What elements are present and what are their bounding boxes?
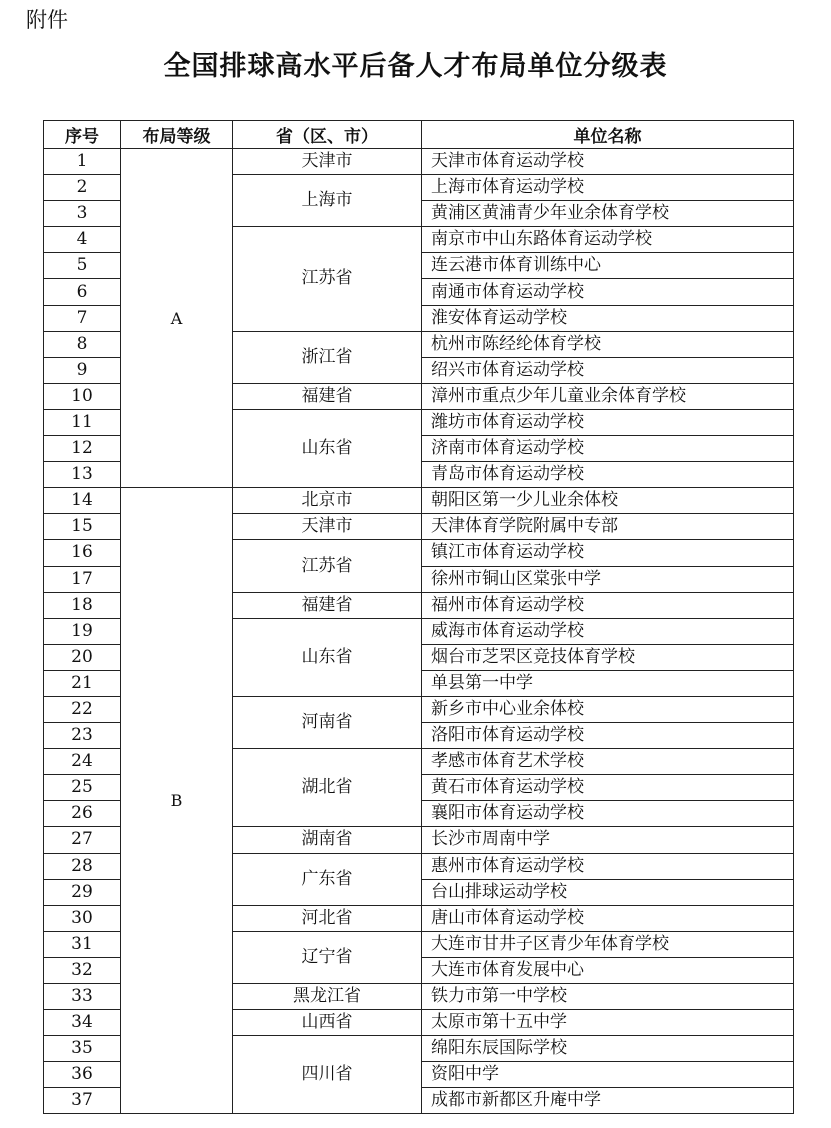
row-number: 10 xyxy=(44,383,121,409)
row-number: 3 xyxy=(44,201,121,227)
unit-name: 上海市体育运动学校 xyxy=(422,175,794,201)
row-number: 25 xyxy=(44,775,121,801)
province-cell: 山东省 xyxy=(233,409,422,487)
header-province: 省（区、市） xyxy=(233,121,422,149)
province-cell: 山东省 xyxy=(233,618,422,696)
row-number: 34 xyxy=(44,1010,121,1036)
unit-name: 绍兴市体育运动学校 xyxy=(422,357,794,383)
row-number: 26 xyxy=(44,801,121,827)
unit-name: 孝感市体育艺术学校 xyxy=(422,749,794,775)
unit-name: 天津市体育运动学校 xyxy=(422,149,794,175)
row-number: 32 xyxy=(44,957,121,983)
unit-name: 资阳中学 xyxy=(422,1062,794,1088)
province-cell: 黑龙江省 xyxy=(233,984,422,1010)
unit-name: 朝阳区第一少儿业余体校 xyxy=(422,488,794,514)
row-number: 30 xyxy=(44,905,121,931)
row-number: 22 xyxy=(44,696,121,722)
row-number: 5 xyxy=(44,253,121,279)
province-cell: 湖北省 xyxy=(233,749,422,827)
unit-name: 镇江市体育运动学校 xyxy=(422,540,794,566)
province-cell: 天津市 xyxy=(233,149,422,175)
unit-name: 台山排球运动学校 xyxy=(422,879,794,905)
unit-name: 襄阳市体育运动学校 xyxy=(422,801,794,827)
unit-name: 成都市新都区升庵中学 xyxy=(422,1088,794,1114)
unit-name: 惠州市体育运动学校 xyxy=(422,853,794,879)
province-cell: 福建省 xyxy=(233,383,422,409)
unit-name: 漳州市重点少年儿童业余体育学校 xyxy=(422,383,794,409)
row-number: 11 xyxy=(44,409,121,435)
unit-name: 黄浦区黄浦青少年业余体育学校 xyxy=(422,201,794,227)
row-number: 8 xyxy=(44,331,121,357)
row-number: 19 xyxy=(44,618,121,644)
unit-name: 单县第一中学 xyxy=(422,670,794,696)
row-number: 31 xyxy=(44,931,121,957)
unit-name: 青岛市体育运动学校 xyxy=(422,462,794,488)
unit-name: 淮安体育运动学校 xyxy=(422,305,794,331)
unit-name: 大连市体育发展中心 xyxy=(422,957,794,983)
row-number: 23 xyxy=(44,723,121,749)
row-number: 16 xyxy=(44,540,121,566)
province-cell: 北京市 xyxy=(233,488,422,514)
unit-name: 烟台市芝罘区竞技体育学校 xyxy=(422,644,794,670)
row-number: 28 xyxy=(44,853,121,879)
province-cell: 四川省 xyxy=(233,1036,422,1114)
row-number: 36 xyxy=(44,1062,121,1088)
province-cell: 河北省 xyxy=(233,905,422,931)
unit-name: 黄石市体育运动学校 xyxy=(422,775,794,801)
attachment-label: 附件 xyxy=(26,8,68,32)
province-cell: 广东省 xyxy=(233,853,422,905)
row-number: 29 xyxy=(44,879,121,905)
row-number: 4 xyxy=(44,227,121,253)
unit-name: 南京市中山东路体育运动学校 xyxy=(422,227,794,253)
row-number: 18 xyxy=(44,592,121,618)
row-number: 7 xyxy=(44,305,121,331)
row-number: 20 xyxy=(44,644,121,670)
row-number: 33 xyxy=(44,984,121,1010)
province-cell: 浙江省 xyxy=(233,331,422,383)
grade-a-cell: A xyxy=(121,149,233,488)
unit-name: 潍坊市体育运动学校 xyxy=(422,409,794,435)
unit-name: 绵阳东辰国际学校 xyxy=(422,1036,794,1062)
row-number: 24 xyxy=(44,749,121,775)
unit-name: 福州市体育运动学校 xyxy=(422,592,794,618)
row-number: 13 xyxy=(44,462,121,488)
unit-name: 铁力市第一中学校 xyxy=(422,984,794,1010)
province-cell: 江苏省 xyxy=(233,540,422,592)
unit-name: 大连市甘井子区青少年体育学校 xyxy=(422,931,794,957)
unit-name: 新乡市中心业余体校 xyxy=(422,696,794,722)
row-number: 27 xyxy=(44,827,121,853)
unit-name: 太原市第十五中学 xyxy=(422,1010,794,1036)
row-number: 35 xyxy=(44,1036,121,1062)
document-title: 全国排球高水平后备人才布局单位分级表 xyxy=(163,51,668,82)
province-cell: 山西省 xyxy=(233,1010,422,1036)
province-cell: 辽宁省 xyxy=(233,931,422,983)
table-row xyxy=(44,488,794,514)
row-number: 2 xyxy=(44,175,121,201)
table-body xyxy=(44,149,794,1114)
unit-name: 连云港市体育训练中心 xyxy=(422,253,794,279)
row-number: 21 xyxy=(44,670,121,696)
unit-name: 杭州市陈经纶体育学校 xyxy=(422,331,794,357)
row-number: 15 xyxy=(44,514,121,540)
unit-name: 天津体育学院附属中专部 xyxy=(422,514,794,540)
row-number: 6 xyxy=(44,279,121,305)
header-no: 序号 xyxy=(44,121,121,149)
province-cell: 福建省 xyxy=(233,592,422,618)
row-number: 12 xyxy=(44,436,121,462)
unit-name: 济南市体育运动学校 xyxy=(422,436,794,462)
province-cell: 湖南省 xyxy=(233,827,422,853)
unit-name: 徐州市铜山区棠张中学 xyxy=(422,566,794,592)
province-cell: 河南省 xyxy=(233,696,422,748)
row-number: 14 xyxy=(44,488,121,514)
unit-name: 长沙市周南中学 xyxy=(422,827,794,853)
row-number: 17 xyxy=(44,566,121,592)
unit-name: 唐山市体育运动学校 xyxy=(422,905,794,931)
unit-name: 南通市体育运动学校 xyxy=(422,279,794,305)
row-number: 37 xyxy=(44,1088,121,1114)
row-number: 9 xyxy=(44,357,121,383)
row-number: 1 xyxy=(44,149,121,175)
grading-table xyxy=(43,120,794,1114)
header-unit: 单位名称 xyxy=(422,121,794,149)
unit-name: 洛阳市体育运动学校 xyxy=(422,723,794,749)
grade-b-cell: B xyxy=(121,488,233,1114)
province-cell: 江苏省 xyxy=(233,227,422,331)
table-row xyxy=(44,149,794,175)
table-header-row xyxy=(44,121,794,149)
province-cell: 天津市 xyxy=(233,514,422,540)
province-cell: 上海市 xyxy=(233,175,422,227)
header-grade: 布局等级 xyxy=(121,121,233,149)
unit-name: 威海市体育运动学校 xyxy=(422,618,794,644)
